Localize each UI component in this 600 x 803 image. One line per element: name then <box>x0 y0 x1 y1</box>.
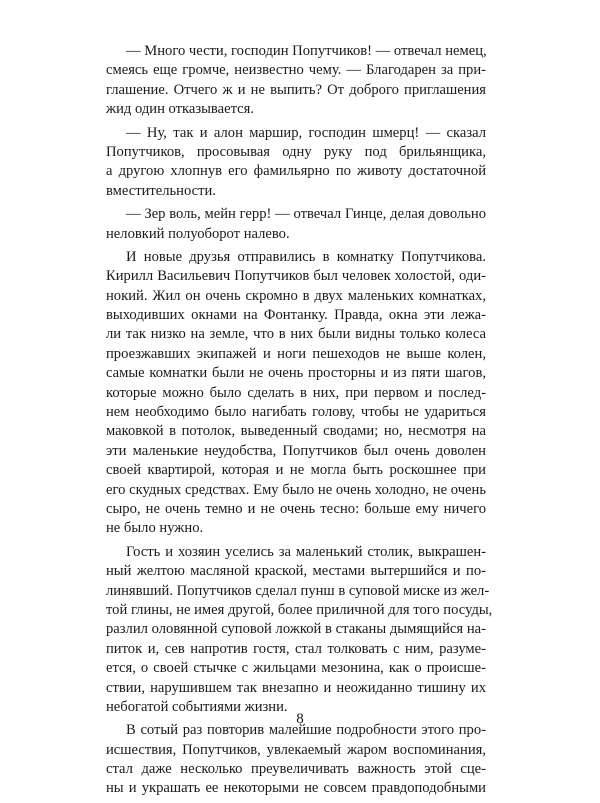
text-line: маковкой в потолок, выведенный сводами; но, несмотря на <box>106 423 486 440</box>
text-line: Гость и хозяин уселись за маленький столик, выкрашен- <box>126 543 486 560</box>
paragraph <box>106 205 486 244</box>
text-line: И новые друзья отправились в комнатку Попутчикова. <box>126 248 486 265</box>
text-line: а другою хлопнув его фамильярно по животу достаточной <box>106 163 486 180</box>
text-line: небогатой событиями жизни. <box>106 698 288 715</box>
text-line: нем необходимо было нагибать голову, чтобы не удариться <box>106 404 486 421</box>
text-line: смеясь еще громче, неизвестно чему. — Благодарен за при- <box>106 62 486 79</box>
text-line: выходивших окнами на Фонтанку. Правда, окна эти лежа- <box>106 307 486 324</box>
text-line: эти маленькие неудобства, Попутчиков был очень доволен <box>106 442 486 459</box>
paragraph <box>106 721 486 799</box>
paragraph <box>106 42 486 120</box>
text-line: ны и украшать ее некоторыми не совсем правдоподобными <box>106 780 486 797</box>
text-line: жид один отказывается. <box>106 101 254 118</box>
text-line: его скудных средствах. Ему было не очень холодно, не очень <box>106 481 486 498</box>
text-line: которые можно было сделать в них, при первом и послед- <box>106 384 486 401</box>
text-line: ли так низко на земле, что в них были видны только колеса <box>106 326 486 343</box>
text-line: разлил оловянной суповой ложкой в стаканы дымящийся на- <box>106 621 486 638</box>
text-line: той глины, не имея другой, более приличной для того посуды, <box>106 601 493 618</box>
text-line: глашение. Отчего ж и не выпить? От доброго приглашения <box>106 81 486 98</box>
text-line: не было нужно. <box>106 520 204 537</box>
text-line: неловкий полуоборот налево. <box>106 225 290 242</box>
paragraph <box>106 543 493 718</box>
text-line: Попутчиков, просовывая одну руку под брильянщика, <box>106 143 486 160</box>
paragraph <box>106 124 486 202</box>
text-line: стал даже несколько преувеличивать важность этой сце- <box>106 761 486 778</box>
text-line: — Ну, так и алон маршир, господин шмерц! — сказал <box>126 124 486 141</box>
page-number: 8 <box>296 711 304 727</box>
paragraph <box>106 248 486 539</box>
text-line: ный желтою масляной краской, местами вытершийся и по- <box>106 563 486 580</box>
text-line: сыро, не очень темно и не очень тесно: больше ему ничего <box>106 500 486 517</box>
text-line: нокий. Жил он очень скромно в двух маленьких комнатках, <box>106 287 486 304</box>
text-line: своей квартирой, которая и не могла быть роскошнее при <box>106 462 486 479</box>
text-line: самые комнатки были не очень просторны и из пяти шагов, <box>106 365 486 382</box>
text-line: — Зер воль, мейн герр! — отвечал Гинце, делая довольно <box>126 206 486 223</box>
text-line: В сотый раз повторив малейшие подробности этого про- <box>126 722 486 739</box>
text-line: вместительности. <box>106 182 216 199</box>
text-line: ется, о своей стычке с жильцами мезонина, как о происше- <box>106 660 486 677</box>
text-line: питок и, сев напротив гостя, стал толковать с ним, разуме- <box>106 640 486 657</box>
text-line: ствии, нарушившем так внезапно и неожиданно тишину их <box>106 679 486 696</box>
text-line: исшествия, Попутчиков, увлекаемый жаром воспоминания, <box>106 741 486 758</box>
page-text <box>106 42 493 803</box>
text-line: проезжавших экипажей и ноги пешеходов не выше колен, <box>106 345 486 362</box>
text-line: Кирилл Васильевич Попутчиков был человек холостой, оди- <box>106 268 486 285</box>
text-line: линявший. Попутчиков сделал пунш в суповой миске из жел- <box>106 582 490 599</box>
text-line: — Много чести, господин Попутчиков! — отвечал немец, <box>126 43 487 59</box>
